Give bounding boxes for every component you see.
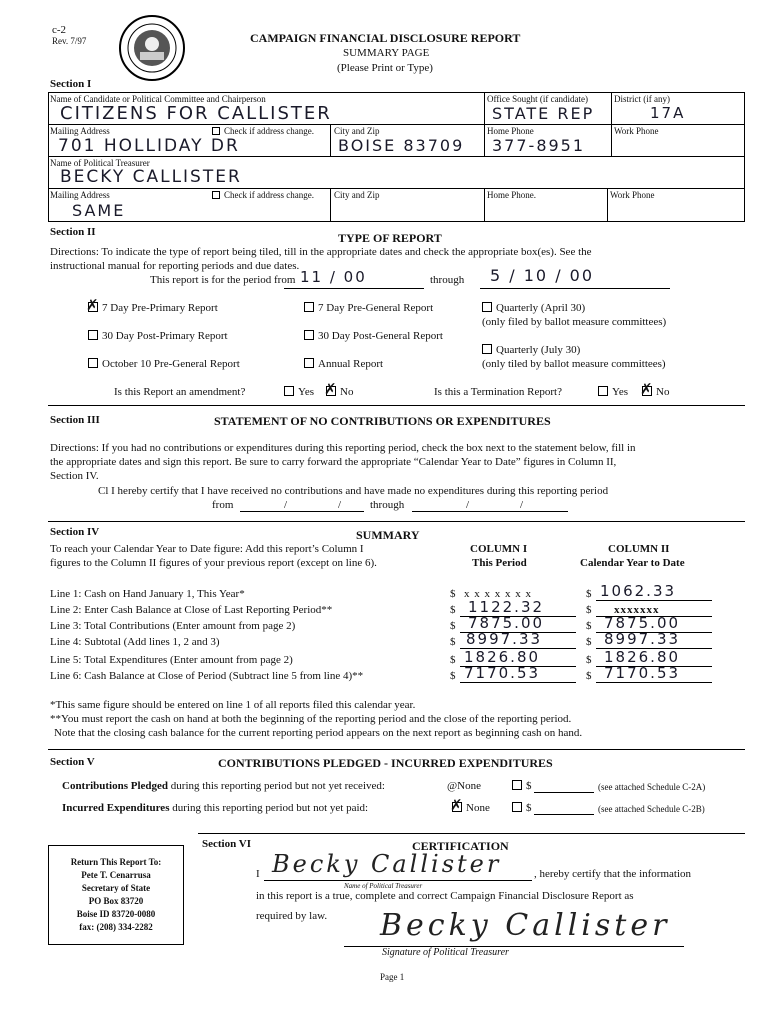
section-2-directions-1: Directions: To indicate the type of report being tiled, till in the appropriate dates and check the appropriate box(es). See the xyxy=(50,246,592,258)
return-line-6: fax: (208) 334-2282 xyxy=(79,922,153,932)
return-line-4: PO Box 83720 xyxy=(88,896,144,906)
summary-line-1-col2[interactable]: 1062.33 xyxy=(600,582,677,600)
period-label: This report is for the period from xyxy=(150,274,296,286)
signature-caption: Signature of Political Treasurer xyxy=(382,947,509,958)
incurred-amount-option[interactable]: $ xyxy=(512,802,532,814)
candidate-value[interactable]: CITIZENS FOR CALLISTER xyxy=(60,103,332,124)
district-label: District (if any) xyxy=(614,94,670,104)
summary-line-6-col2[interactable]: 7170.53 xyxy=(604,664,681,682)
return-line-2: Pete T. Cenarrusa xyxy=(81,870,151,880)
post-primary-option[interactable]: 30 Day Post-Primary Report xyxy=(88,330,228,342)
amendment-no[interactable]: ✗ No xyxy=(324,382,354,398)
section-3-from-slash-2: / xyxy=(338,499,342,511)
treasurer-signature[interactable]: Becky Callister xyxy=(380,908,671,943)
dollar-sign: $ xyxy=(450,588,456,600)
summary-note-2: **You must report the cash on hand at both the beginning of the reporting period and the close of the reporting period. xyxy=(50,713,572,725)
section-3-directions-3: Section IV. xyxy=(50,470,99,482)
period-through-value[interactable]: 5 / 10 / 00 xyxy=(490,266,595,285)
report-title: CAMPAIGN FINANCIAL DISCLOSURE REPORT xyxy=(250,31,521,45)
summary-note-3: Note that the closing cash balance for the current reporting period appears on the next report as beginning cash on hand. xyxy=(54,727,583,739)
pre-general-option[interactable]: 7 Day Pre-General Report xyxy=(304,302,433,314)
dollar-sign: $ xyxy=(586,620,592,632)
summary-line-2-col2: xxxxxxx xyxy=(614,604,660,616)
return-line-5: Boise ID 83720-0080 xyxy=(76,909,156,919)
summary-heading: SUMMARY xyxy=(356,528,420,542)
summary-line-4-col2[interactable]: 8997.33 xyxy=(604,630,681,648)
dollar-sign: $ xyxy=(450,670,456,682)
dollar-sign: $ xyxy=(586,636,592,648)
summary-line-1-col1: x x x x x x x xyxy=(464,588,532,600)
dollar-sign: $ xyxy=(586,670,592,682)
quarterly-april-option[interactable]: Quarterly (April 30) xyxy=(482,302,585,314)
mailing2-value[interactable]: SAME xyxy=(72,201,126,220)
summary-line-5-label: Line 5: Total Expenditures (Enter amount from page 2) xyxy=(50,654,293,666)
dollar-sign: $ xyxy=(586,654,592,666)
treasurer-label: Name of Political Treasurer xyxy=(50,158,150,168)
home-phone-value[interactable]: 377-8951 xyxy=(492,136,586,155)
return-line-3: Secretary of State xyxy=(81,883,151,893)
section-3-through-slash-2: / xyxy=(520,499,524,511)
pledged-heading: CONTRIBUTIONS PLEDGED - INCURRED EXPENDITURES xyxy=(218,756,553,770)
summary-line-4-label: Line 4: Subtotal (Add lines 1, 2 and 3) xyxy=(50,636,220,648)
print-instruction: (Please Print or Type) xyxy=(337,62,433,74)
summary-line-6-col1[interactable]: 7170.53 xyxy=(464,664,541,682)
summary-line-5-col2[interactable]: 1826.80 xyxy=(604,648,681,666)
termination-question: Is this a Termination Report? xyxy=(434,386,562,398)
section-2-directions-2: instructional manual for reporting periods and due dates. xyxy=(50,260,300,272)
section-3-from-label: from xyxy=(212,499,234,511)
work-phone2-label: Work Phone xyxy=(610,190,655,200)
quarterly-july-option[interactable]: Quarterly (July 30) xyxy=(482,344,580,356)
home-phone-label: Home Phone xyxy=(487,126,534,136)
termination-yes[interactable]: Yes xyxy=(598,386,628,398)
return-line-1: Return This Report To: xyxy=(70,857,162,867)
section-6-label: Section VI xyxy=(202,838,251,850)
incurred-expenditures-row: Incurred Expenditures during this reporting period but not yet paid: xyxy=(62,802,369,814)
office-value[interactable]: STATE REP xyxy=(492,104,595,123)
section-2-label: Section II xyxy=(50,226,96,238)
city-value[interactable]: BOISE 83709 xyxy=(338,136,465,155)
address-change-check[interactable]: Check if address change. xyxy=(212,126,314,136)
summary-note-1: *This same figure should be entered on line 1 of all reports filed this calendar year. xyxy=(50,699,416,711)
section-3-through-label: through xyxy=(370,499,405,511)
incurred-schedule-note: (see attached Schedule C-2B) xyxy=(598,804,705,814)
summary-line-4-col1[interactable]: 8997.33 xyxy=(466,630,543,648)
work-phone-label: Work Phone xyxy=(614,126,659,136)
district-value[interactable]: 17A xyxy=(650,104,686,122)
report-subtitle: SUMMARY PAGE xyxy=(343,47,430,59)
state-seal xyxy=(118,14,186,82)
oct-pre-general-option[interactable]: October 10 Pre-General Report xyxy=(88,358,240,370)
section-3-directions-1: Directions: If you had no contributions or expenditures during this reporting period, check the box next to the statement below, fill in xyxy=(50,442,636,454)
name-caption: Name of Political Treasurer xyxy=(344,882,423,890)
mailing-value[interactable]: 701 HOLLIDAY DR xyxy=(58,136,240,156)
contributions-pledged-row: Contributions Pledged during this reporting period but not yet received: xyxy=(62,780,385,792)
certification-i: I xyxy=(256,868,260,880)
home-phone2-label: Home Phone. xyxy=(487,190,536,200)
summary-line-1-label: Line 1: Cash on Hand January 1, This Year* xyxy=(50,588,245,600)
section-3-directions-2: the appropriate dates and sign this report. Be sure to carry forward the appropriate “Calendar Year to Date” figures in Column II, xyxy=(50,456,617,468)
column-2-title: COLUMN II xyxy=(608,543,670,555)
summary-line-2-col1[interactable]: 1122.32 xyxy=(468,598,545,616)
summary-intro-1: To reach your Calendar Year to Date figure: Add this report’s Column I xyxy=(50,543,364,555)
section-5-label: Section V xyxy=(50,756,95,768)
summary-line-6-label: Line 6: Cash Balance at Close of Period (Subtract line 5 from line 4)** xyxy=(50,670,364,682)
certification-text-1: , hereby certify that the information xyxy=(534,868,691,880)
pre-primary-option[interactable]: ✗ 7 Day Pre-Primary Report xyxy=(86,298,218,314)
no-contributions-certify[interactable]: Cl I hereby certify that I have received no contributions and have made no expenditures during this reporting period xyxy=(98,485,609,497)
form-rev: Rev. 7/97 xyxy=(52,36,87,46)
mailing-label: Mailing Address xyxy=(50,126,110,136)
annual-option[interactable]: Annual Report xyxy=(304,358,383,370)
dollar-sign: $ xyxy=(450,604,456,616)
office-label: Office Sought (if candidate) xyxy=(487,94,589,104)
termination-no[interactable]: ✗ No xyxy=(640,382,670,398)
city2-label: City and Zip xyxy=(334,190,380,200)
summary-line-5-col1[interactable]: 1826.80 xyxy=(464,648,541,666)
treasurer-value[interactable]: BECKY CALLISTER xyxy=(60,167,242,187)
summary-line-2-label: Line 2: Enter Cash Balance at Close of Last Reporting Period** xyxy=(50,604,333,616)
certification-text-3: required by law. xyxy=(256,910,328,922)
column-1-sub: This Period xyxy=(472,557,527,569)
certification-text-2: in this report is a true, complete and correct Campaign Financial Disclosure Report as xyxy=(256,890,634,902)
period-from-value[interactable]: 11 / 00 xyxy=(300,268,367,286)
column-2-sub: Calendar Year to Date xyxy=(580,557,685,569)
dollar-sign: $ xyxy=(586,588,592,600)
section-4-label: Section IV xyxy=(50,526,100,538)
certification-heading: CERTIFICATION xyxy=(412,839,509,853)
mailing2-label: Mailing Address xyxy=(50,190,110,200)
section-1-label: Section I xyxy=(50,78,92,90)
through-label: through xyxy=(430,274,465,286)
quarterly-july-note: (only tiled by ballot measure committees) xyxy=(482,358,666,370)
city-label: City and Zip xyxy=(334,126,380,136)
summary-line-3-col1[interactable]: 7875.00 xyxy=(468,614,545,632)
candidate-label: Name of Candidate or Political Committee and Chairperson xyxy=(50,94,266,104)
pledged-none-option[interactable]: @None xyxy=(447,780,481,792)
column-1-title: COLUMN I xyxy=(470,543,528,555)
dollar-sign: $ xyxy=(450,636,456,648)
dollar-sign: $ xyxy=(450,620,456,632)
section-3-through-slash-1: / xyxy=(466,499,470,511)
section-3-from-slash-1: / xyxy=(284,499,288,511)
dollar-sign: $ xyxy=(586,604,592,616)
no-contributions-heading: STATEMENT OF NO CONTRIBUTIONS OR EXPENDITURES xyxy=(214,414,551,428)
summary-intro-2: figures to the Column II figures of your previous report (except on line 6). xyxy=(50,557,377,569)
amendment-question: Is this Report an amendment? xyxy=(114,386,246,398)
amendment-yes[interactable]: Yes xyxy=(284,386,314,398)
summary-line-3-col2[interactable]: 7875.00 xyxy=(604,614,681,632)
post-general-option[interactable]: 30 Day Post-General Report xyxy=(304,330,443,342)
pledged-amount-option[interactable]: $ xyxy=(512,780,532,792)
section-3-label: Section III xyxy=(50,414,100,426)
treasurer-name-handwritten[interactable]: Becky Callister xyxy=(272,850,502,878)
form-code: c-2 xyxy=(52,24,67,36)
pledged-schedule-note: (see attached Schedule C-2A) xyxy=(598,782,706,792)
dollar-sign: $ xyxy=(450,654,456,666)
address-change-check-2[interactable]: Check if address change. xyxy=(212,190,314,200)
page-number: Page 1 xyxy=(380,972,405,982)
summary-line-3-label: Line 3: Total Contributions (Enter amount from page 2) xyxy=(50,620,296,632)
quarterly-april-note: (only filed by ballot measure committees) xyxy=(482,316,667,328)
type-of-report-heading: TYPE OF REPORT xyxy=(338,231,442,245)
incurred-none-option[interactable]: ✗ None xyxy=(450,798,490,814)
